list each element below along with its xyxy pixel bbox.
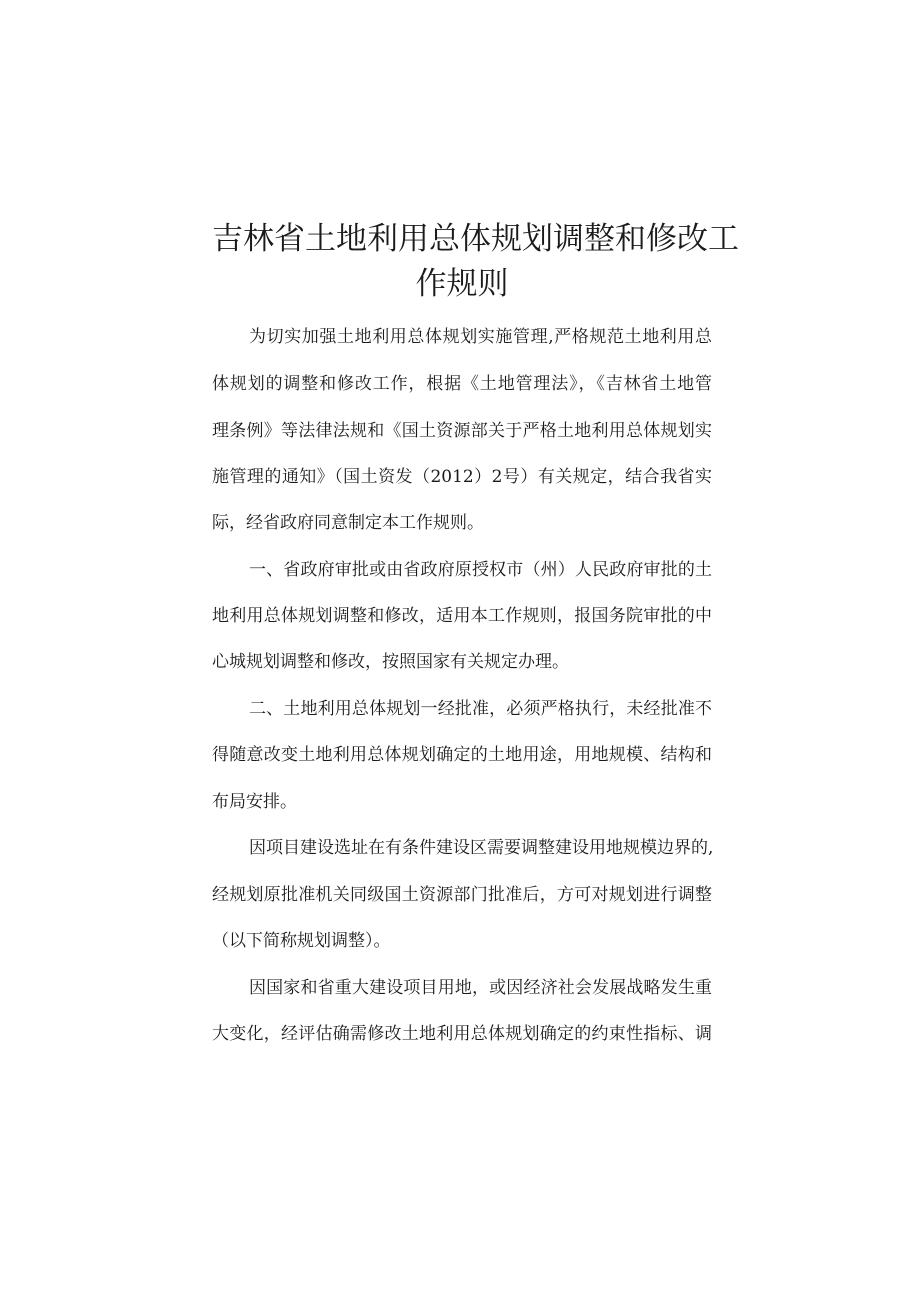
paragraph-line: 际，经省政府同意制定本工作规则。	[212, 513, 484, 533]
paragraph-line: 体规划的调整和修改工作，根据《土地管理法》，《吉林省土地管	[212, 374, 712, 394]
document-title-line-2: 作规则	[415, 266, 509, 302]
paragraph-line: 大变化，经评估确需修改土地利用总体规划确定的约束性指标、调	[212, 1024, 712, 1044]
paragraph-line: 经规划原批准机关同级国土资源部门批准后，方可对规划进行调整	[212, 885, 712, 905]
paragraph-line: 一、省政府审批或由省政府原授权市（州）人民政府审批的土	[249, 560, 712, 580]
paragraph-line: 得随意改变土地利用总体规划确定的土地用途，用地规模、结构和	[212, 745, 712, 765]
document-title-line-1: 吉林省土地利用总体规划调整和修改工	[212, 221, 739, 257]
paragraph-line: 二、土地利用总体规划一经批准，必须严格执行，未经批准不	[249, 699, 712, 719]
paragraph-line: 因国家和省重大建设项目用地，或因经济社会发展战略发生重	[249, 978, 712, 998]
paragraph-line: 地利用总体规划调整和修改，适用本工作规则，报国务院审批的中	[212, 606, 712, 626]
paragraph-line: 布局安排。	[212, 792, 297, 812]
paragraph-line: 因项目建设选址在有条件建设区需要调整建设用地规模边界的,	[249, 838, 714, 858]
paragraph-line: （以下简称规划调整）。	[212, 931, 391, 951]
paragraph-line: 理条例》等法律法规和《国土资源部关于严格土地利用总体规划实	[212, 421, 712, 441]
paragraph-line: 施管理的通知》（国土资发（2012）2号）有关规定，结合我省实	[212, 467, 712, 487]
paragraph-line: 心城规划调整和修改，按照国家有关规定办理。	[212, 652, 569, 672]
paragraph-line: 为切实加强土地利用总体规划实施管理,严格规范土地利用总	[249, 327, 712, 347]
